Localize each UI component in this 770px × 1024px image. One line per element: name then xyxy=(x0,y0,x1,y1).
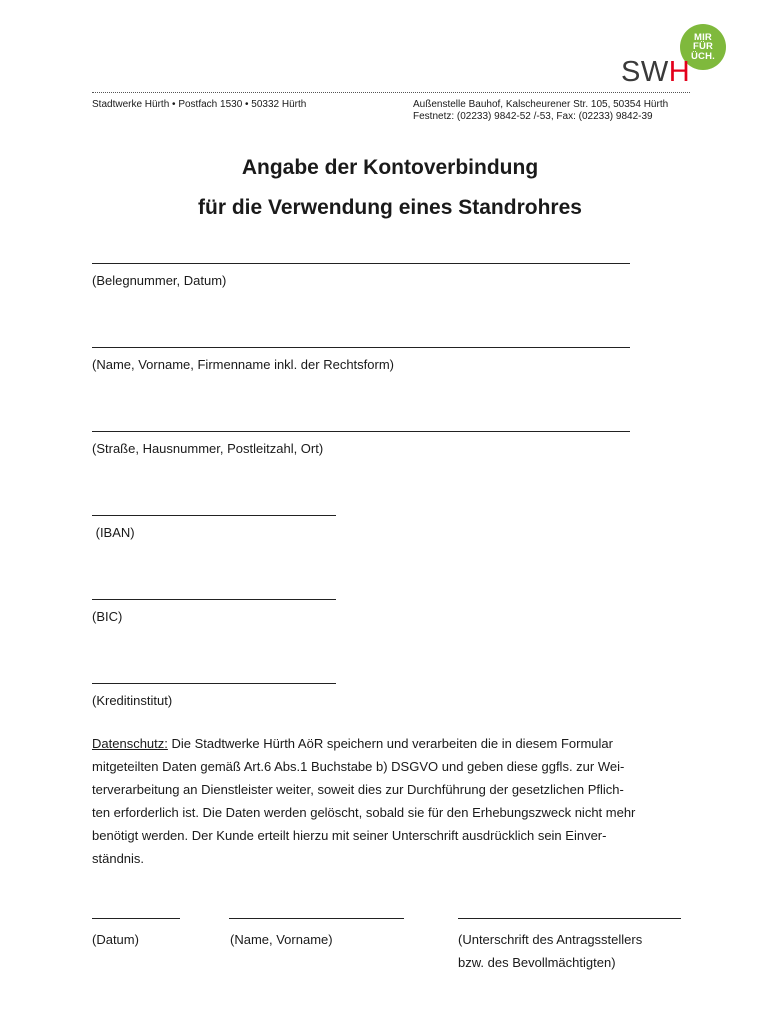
date-signature-label: (Datum) xyxy=(92,932,139,947)
privacy-notice xyxy=(92,732,692,870)
privacy-line-1-text: Die Stadtwerke Hürth AöR speichern und verarbeiten die in diesem Formular xyxy=(167,736,613,751)
address-label: (Straße, Hausnummer, Postleitzahl, Ort) xyxy=(92,441,324,456)
privacy-line-2: mitgeteilten Daten gemäß Art.6 Abs.1 Buchstabe b) DSGVO und geben diese ggfls. zur Wei- xyxy=(92,759,625,774)
title-line-1: Angabe der Kontoverbindung xyxy=(241,156,539,179)
bank-label: (Kreditinstitut) xyxy=(92,693,173,708)
bic-line[interactable] xyxy=(92,599,336,600)
bic-label: (BIC) xyxy=(92,609,123,624)
sender-address: Stadtwerke Hürth • Postfach 1530 • 50332 Hürth xyxy=(92,99,307,110)
name-line[interactable] xyxy=(92,347,630,348)
signature-label-line-2: bzw. des Bevollmächtigten) xyxy=(458,955,616,970)
receipt-number-line[interactable] xyxy=(92,263,630,264)
logo-wordmark-h: H xyxy=(668,56,691,88)
logo-wordmark-sw: SW xyxy=(621,56,669,88)
privacy-line-5: benötigt werden. Der Kunde erteilt hierzu mit seiner Unterschrift ausdrücklich sein Einver- xyxy=(92,828,607,843)
address-line[interactable] xyxy=(92,431,630,432)
privacy-line-1 xyxy=(92,732,692,755)
logo-wordmark xyxy=(621,57,690,87)
name-signature-label: (Name, Vorname) xyxy=(230,932,333,947)
receipt-number-label: (Belegnummer, Datum) xyxy=(92,273,227,288)
signature-label xyxy=(458,928,642,974)
signature-label-line-1: (Unterschrift des Antragsstellers xyxy=(458,932,643,947)
name-label: (Name, Vorname, Firmenname inkl. der Rechtsform) xyxy=(92,357,394,372)
logo-badge-line-3: ÜCH. xyxy=(690,50,716,62)
swh-logo xyxy=(618,24,728,88)
signature-line[interactable] xyxy=(458,918,681,919)
logo-badge-line-2: FÜR xyxy=(692,41,714,53)
privacy-line-6: ständnis. xyxy=(92,851,145,866)
iban-label: (IBAN) xyxy=(92,525,135,540)
privacy-line-4: ten erforderlich ist. Die Daten werden gelöscht, sobald sie für den Erhebungszweck nicht mehr xyxy=(92,805,636,820)
branch-address-line-1: Außenstelle Bauhof, Kalscheurener Str. 105, 50354 Hürth xyxy=(413,99,669,110)
privacy-heading: Datenschutz: xyxy=(92,736,168,751)
name-signature-line[interactable] xyxy=(229,918,404,919)
bank-line[interactable] xyxy=(92,683,336,684)
branch-address-line-2: Festnetz: (02233) 9842-52 /-53, Fax: (02233) 9842-39 xyxy=(413,111,653,122)
logo-badge-line-1: MIR xyxy=(693,31,712,43)
header-divider xyxy=(92,92,690,93)
title-line-2: für die Verwendung eines Standrohres xyxy=(198,196,582,219)
document-title xyxy=(0,148,770,228)
privacy-line-3: terverarbeitung an Dienstleister weiter, soweit dies zur Durchführung der gesetzlichen Pflich- xyxy=(92,782,624,797)
iban-line[interactable] xyxy=(92,515,336,516)
branch-address xyxy=(413,99,668,123)
date-signature-line[interactable] xyxy=(92,918,180,919)
